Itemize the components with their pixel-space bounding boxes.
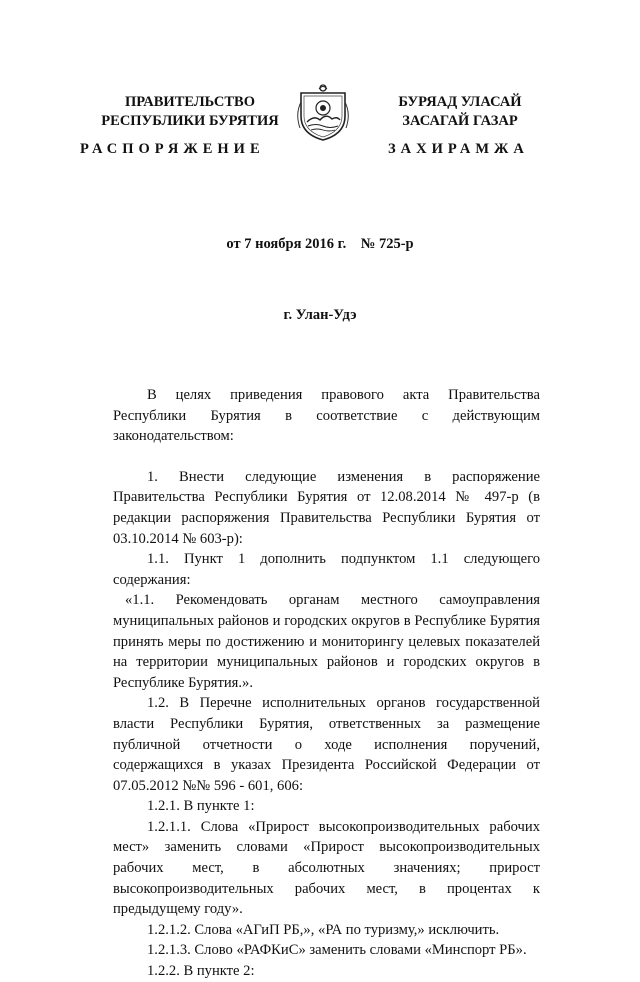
government-name-buryat-line2: ЗАСАГАЙ ГАЗАР [402,113,518,129]
coat-of-arms-icon [292,82,354,142]
document-date-number: от 7 ноября 2016 г. № 725-р [226,236,414,252]
paragraph-1-2-1-1: 1.2.1.1. Слова «Прирост высокопроизводительных рабочих мест» заменить словами «Прирост высокопроизводительных рабочих мест, в абсолютных значениях; прирост высокопроизводительных рабочих мест, в процентах к предыдущему году». [113,818,540,918]
government-name-buryat-line1: БУРЯАД УЛАСАЙ [398,94,522,110]
government-name-line2: РЕСПУБЛИКИ БУРЯТИЯ [101,113,279,129]
paragraph-1: 1. Внести следующие изменения в распоряжение Правительства Республики Бурятия от 12.08.2014 № 497-р (в редакции распоряжения Правительства Республики Бурятия от 03.10.2014 № 603-р): [113,468,540,547]
document-body [113,385,540,982]
government-name-russian [98,93,282,131]
government-name-buryat [368,93,552,131]
preamble-paragraph: В целях приведения правового акта Правительства Республики Бурятия в соответствие с действующим законодательством: [113,387,540,445]
doctype-russian: РАСПОРЯЖЕНИЕ [80,141,265,157]
paragraph-1-2-2: 1.2.2. В пункте 2: [147,963,255,980]
paragraph-1-1-quote: «1.1. Рекомендовать органам местного самоуправления муниципальных районов и городских округов в Республике Бурятия принять меры по достижению и мониторингу целевых показателей на территории муниципальных районов и городских округов в Республике Бурятия.». [113,592,540,691]
paragraph-1-1: 1.1. Пункт 1 дополнить подпунктом 1.1 следующего содержания: [113,551,540,588]
doctype-buryat: ЗАХИРАМЖА [388,141,529,157]
paragraph-1-2: 1.2. В Перечне исполнительных органов государственной власти Республики Бурятия, ответственных за размещение публичной отчетности о ходе исполнения поручений, содержащихся в указах Президента Российской Федерации от 07.05.2012 №№ 596 - 601, 606: [113,695,540,794]
paragraph-1-2-1-3: 1.2.1.3. Слово «РАФКиС» заменить словами «Минспорт РБ». [147,942,527,959]
government-name-line1: ПРАВИТЕЛЬСТВО [125,94,255,110]
document-city: г. Улан-Удэ [283,307,357,323]
paragraph-1-2-1-2: 1.2.1.2. Слова «АГиП РБ,», «РА по туризму,» исключить. [147,921,500,938]
paragraph-1-2-1: 1.2.1. В пункте 1: [147,798,255,815]
